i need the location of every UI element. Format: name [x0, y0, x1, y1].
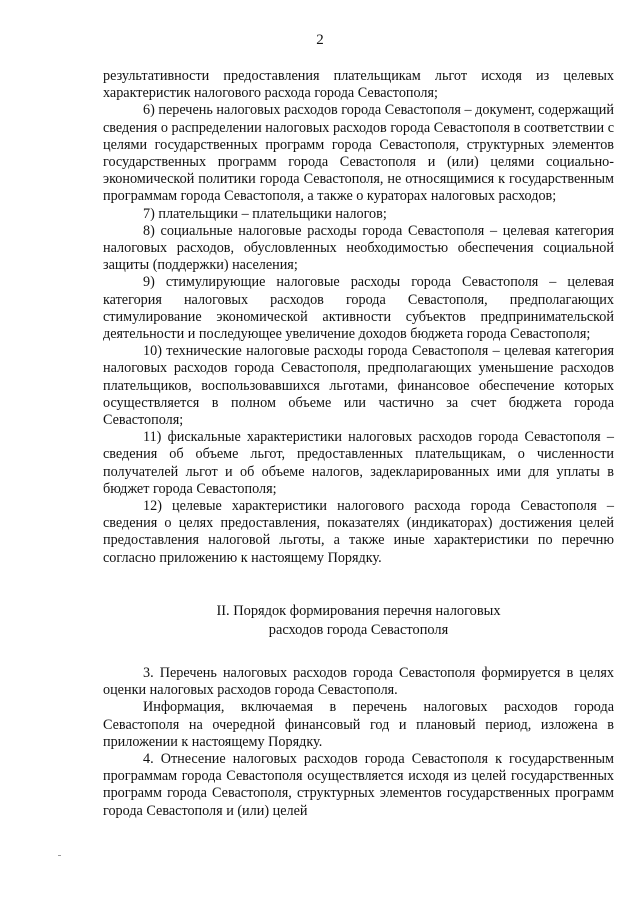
section-heading	[103, 602, 614, 640]
paragraph-item-12: 12) целевые характеристики налогового расхода города Севастополя – сведения о целях предоставления, показателях (индикаторах) достижения целей предоставления налоговой льготы, а также иные характеристики по перечню согласно приложению к настоящему Порядку.	[103, 498, 614, 566]
paragraph-item-10: 10) технические налоговые расходы города Севастополя – целевая категория налоговых расходов города Севастополя, предполагающих уменьшение расходов плательщиков, воспользовавшихся льготами, финансовое обеспечение которых осуществляется в полном объеме или частично за счет бюджета города Севастополя;	[103, 343, 614, 429]
paragraph-item-7: 7) плательщики – плательщики налогов;	[143, 205, 387, 222]
document-body	[103, 68, 614, 820]
section-heading-line-2: расходов города Севастополя	[268, 621, 449, 638]
paragraph-clause-3: 3. Перечень налоговых расходов города Севастополя формируется в целях оценки налоговых расходов города Севастополя.	[103, 664, 614, 699]
section-heading-line-1: II. Порядок формирования перечня налоговых	[216, 602, 501, 619]
paragraph-clause-4: 4. Отнесение налоговых расходов города Севастополя к государственным программам города Севастополя осуществляется исходя из целей государственных программ города Севастополя, структурных элементов государственных программ города Севастополя и (или) целей	[103, 750, 614, 819]
paragraph-item-11: 11) фискальные характеристики налоговых расходов города Севастополя – сведения об объеме льгот, предоставленных плательщикам, о численности получателей льгот и об объеме налогов, задекларированных ими для уплаты в бюджет города Севастополя;	[103, 429, 614, 497]
paragraph-continuation: результативности предоставления плательщикам льгот исходя из целевых характеристик налогового расхода города Севастополя;	[103, 68, 614, 102]
paragraph-info: Информация, включаемая в перечень налоговых расходов города Севастополя на очередной финансовый год и плановый период, изложена в приложении к настоящему Порядку.	[103, 699, 614, 750]
scan-speck	[58, 855, 61, 856]
paragraph-item-9: 9) стимулирующие налоговые расходы города Севастополя – целевая категория налоговых расходов города Севастополя, предполагающих стимулирование экономической активности субъектов предпринимательской деятельности и последующее увеличение доходов бюджета города Севастополя;	[103, 274, 614, 343]
paragraph-item-6: 6) перечень налоговых расходов города Севастополя – документ, содержащий сведения о распределении налоговых расходов города Севастополя в соответствии с целями государственных программ города Севастополя, структурных элементов государственных программ города Севастополя и (или) целями социально-экономической политики города Севастополя, не относящимися к государственным программам города Севастополя, а также о кураторах налоговых расходов;	[103, 102, 614, 205]
paragraph-item-8: 8) социальные налоговые расходы города Севастополя – целевая категория налоговых расходов, обусловленных необходимостью обеспечения социальной защиты (поддержки) населения;	[103, 222, 614, 274]
page-number: 2	[316, 32, 324, 48]
